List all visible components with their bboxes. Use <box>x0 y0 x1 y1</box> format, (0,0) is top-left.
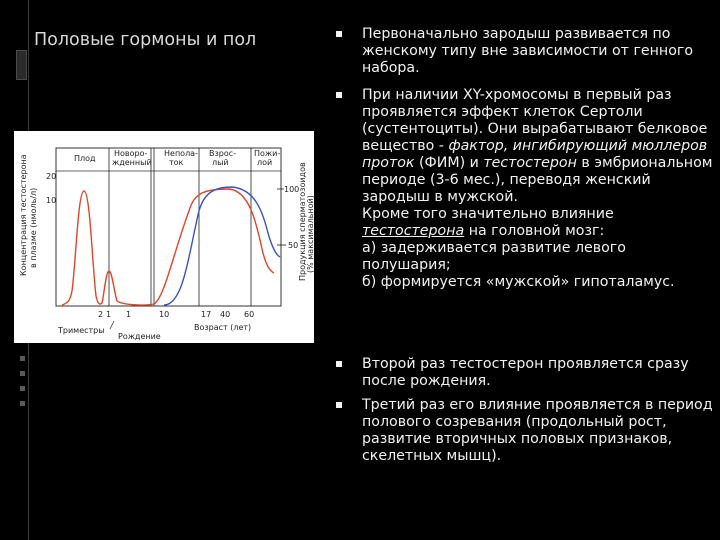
phase-label: ток <box>169 158 184 167</box>
text-run: на головной мозг: <box>464 223 605 239</box>
bullet-text <box>362 397 718 465</box>
text-run: Третий раз его влияние проявляется в период полового созревания (продольный рост, развитие вторичных половых признаков, скелетных мышц). <box>362 397 713 464</box>
x-tick-label: 10 <box>159 310 170 319</box>
right-tick-label: 100 <box>284 185 300 194</box>
bullet-item <box>336 397 718 465</box>
birth-pointer <box>110 321 114 329</box>
text-run: тестостерона <box>362 223 465 239</box>
bullet-paragraph <box>362 240 718 274</box>
phase-label: Непола- <box>164 149 198 158</box>
decoration-square <box>20 371 25 376</box>
x-label-birth: Рождение <box>118 332 161 341</box>
testosterone-curve <box>62 189 274 305</box>
bullet-text <box>362 356 718 390</box>
text-run: фактор, ингибирующий мюллеров проток <box>362 138 708 171</box>
x-label-age: Возраст (лет) <box>194 323 252 332</box>
text-run: б) формируется «мужской» гипоталамус. <box>362 274 675 290</box>
bullet-paragraph <box>362 397 718 465</box>
bullet-item <box>336 26 718 77</box>
left-tick-label: 20 <box>46 172 57 181</box>
text-run: (ФИМ) и <box>414 155 484 171</box>
y-left-label: в плазме (нмоль/л) <box>29 187 38 268</box>
slide-title: Половые гормоны и пол <box>34 30 257 50</box>
bullet-marker <box>336 92 342 98</box>
x-tick-label: 1 <box>106 310 112 319</box>
x-tick-label: 1 <box>126 310 132 319</box>
text-run: Кроме того значительно влияние <box>362 206 614 222</box>
bullet-marker <box>336 361 342 367</box>
text-run: При наличии XY-хромосомы в первый раз проявляется эффект клеток Сертоли (сустентоциты). Они вырабатывают белковое вещество - <box>362 87 708 154</box>
phase-label: Взрос- <box>209 149 236 158</box>
x-tick-label: 40 <box>220 310 231 319</box>
left-tick-label: 10 <box>46 196 57 205</box>
text-run: Первоначально зародыш развивается по женскому типу вне зависимости от генного набора. <box>362 26 694 76</box>
x-tick-label: 17 <box>201 310 212 319</box>
decoration-square <box>20 356 25 361</box>
x-tick-label: 60 <box>244 310 255 319</box>
text-run: а) задерживается развитие левого полушария; <box>362 240 626 273</box>
y-right-label: (% максимальной) <box>306 195 315 273</box>
bullet-paragraph <box>362 26 718 77</box>
phase-label: Плод <box>74 154 96 163</box>
x-label-trimesters: Триместры <box>58 326 105 335</box>
bullet-item <box>336 87 718 291</box>
text-run: тестостерон <box>483 155 577 171</box>
y-left-label: Концентрация тестостерона <box>19 154 28 276</box>
bullet-marker <box>336 31 342 37</box>
bullet-paragraph <box>362 274 718 291</box>
bullet-paragraph <box>362 206 718 240</box>
bullet-marker <box>336 402 342 408</box>
bullet-text <box>362 87 718 291</box>
text-run: в эмбриональном периоде (3-6 мес.), переводя женский зародыш в мужской. <box>362 155 713 205</box>
phase-label: Новоро- <box>114 149 148 158</box>
bullet-paragraph <box>362 87 718 206</box>
phase-label: жденный <box>112 158 152 167</box>
hormone-figure <box>14 131 314 343</box>
bullet-paragraph <box>362 356 718 390</box>
text-run: Второй раз тестостерон проявляется сразу после рождения. <box>362 356 689 389</box>
phase-label: лой <box>257 158 273 167</box>
decoration-square <box>20 386 25 391</box>
right-tick-label: 50 <box>288 241 299 250</box>
bullet-item <box>336 356 718 390</box>
bullet-text <box>362 26 718 77</box>
x-tick-label: 2 <box>98 310 104 319</box>
y-right-label: Продукция сперматозоидов <box>298 162 307 281</box>
phase-label: лый <box>212 158 229 167</box>
decoration-square <box>20 401 25 406</box>
phase-label: Пожи- <box>254 149 281 158</box>
title-decoration-bar <box>16 50 27 80</box>
sperm-curve <box>164 187 280 305</box>
